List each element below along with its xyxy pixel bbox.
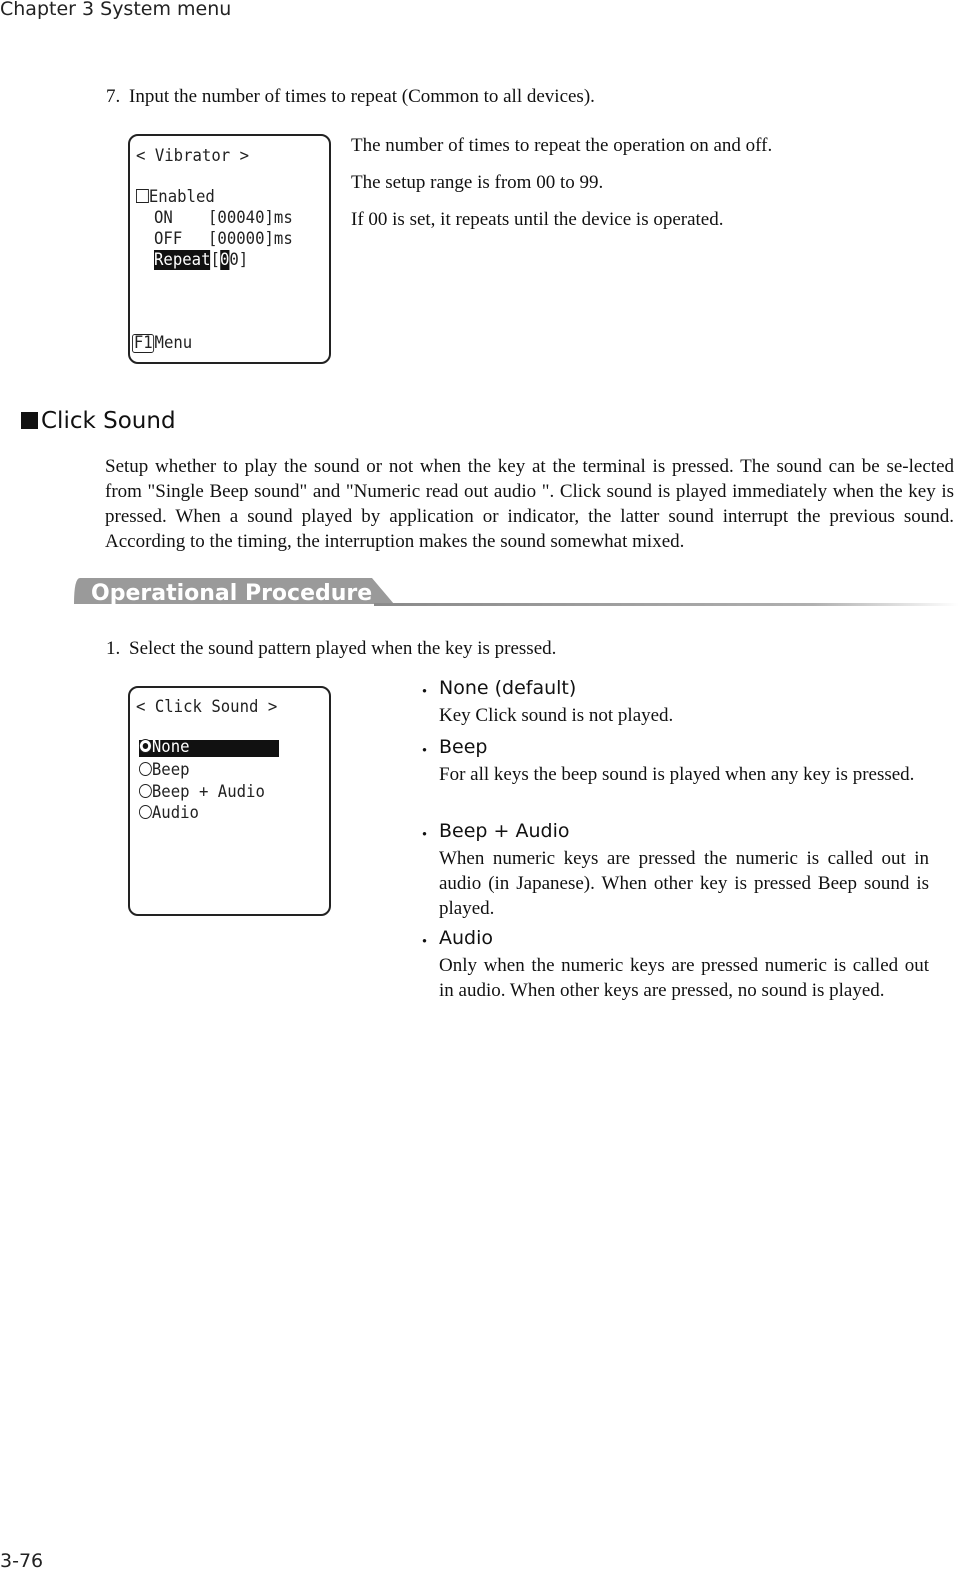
enabled-row[interactable] [136,187,215,208]
radio-icon[interactable] [139,784,152,798]
radio-icon[interactable] [139,762,152,776]
operational-procedure-banner [74,574,961,610]
bullet-icon: ・ [415,931,435,953]
section-heading-text: Click Sound [41,408,176,434]
option-desc-beep [415,736,929,787]
on-label: ON [154,208,173,228]
option-desc-text: For all keys the beep sound is played when any key is pressed. [439,764,915,785]
on-value[interactable]: [00040]ms [208,208,293,228]
radio-icon[interactable] [139,805,152,819]
option-label: Beep + Audio [151,782,265,802]
option-label: None [151,737,190,757]
repeat-label: Repeat [154,250,211,270]
option-desc-none [415,677,929,728]
option-desc-title: Beep [439,736,488,758]
option-none[interactable] [139,737,190,758]
step-1 [106,638,556,660]
option-desc-title: Beep + Audio [439,820,570,842]
repeat-open-bracket: [ [210,250,220,270]
vibrator-screen [128,134,331,364]
step-7-desc-1: The number of times to repeat the operation on and off. [351,135,773,156]
section-square-icon [21,412,38,429]
enabled-label: Enabled [148,187,215,207]
repeat-row[interactable] [154,250,248,271]
step-7-desc-2: The setup range is from 00 to 99. [351,172,604,193]
banner-underline [374,603,959,606]
option-beep[interactable] [139,760,190,781]
on-row[interactable] [154,208,173,229]
option-desc-title: Audio [439,927,494,949]
option-desc-text: When numeric keys are pressed the numeric is called out in audio (in Japanese). When other key is pressed Beep sound is played. [439,848,929,919]
step-text: Input the number of times to repeat (Common to all devices). [129,86,595,107]
radio-selected-icon[interactable] [139,739,152,753]
step-number: 1. [106,638,121,659]
chapter-header: Chapter 3 System menu [0,0,232,20]
step-text: Select the sound pattern played when the key is pressed. [129,638,557,659]
repeat-rest: 0] [229,250,249,270]
bullet-icon: ・ [415,740,435,762]
step-number: 7. [106,86,121,107]
option-label: Audio [151,803,199,823]
option-desc-title: None (default) [439,677,577,699]
repeat-cursor[interactable]: 0 [219,250,230,270]
click-sound-paragraph: Setup whether to play the sound or not when the key at the terminal is pressed. The sound can be se-lected from "Single Beep sound" and "Numeric read out audio ". Click sound is played immediately when the key is pressed. When a sound played by application or indicator, the latter sound interrupt the previous sound. According to the timing, the interruption makes the sound somewhat mixed. [105,456,954,552]
option-desc-beep-audio [415,820,929,921]
off-label: OFF [154,229,183,249]
option-beep-audio[interactable] [139,782,265,803]
off-row[interactable] [154,229,182,250]
click-sound-screen [128,686,331,916]
step-7 [106,86,595,108]
option-label: Beep [151,760,190,780]
banner-title: Operational Procedure [91,581,373,606]
option-desc-audio [415,927,929,1003]
option-desc-text: Key Click sound is not played. [439,705,674,726]
click-sound-screen-title: < Click Sound > [136,697,278,717]
section-heading [21,408,176,434]
option-desc-text: Only when the numeric keys are pressed numeric is called out in audio. When other keys are pressed, no sound is played. [439,955,929,1001]
f1-key-icon: F1 [133,333,153,353]
step-7-desc-3: If 00 is set, it repeats until the device is operated. [351,209,724,230]
f1-menu[interactable] [132,333,192,354]
vibrator-screen-title: < Vibrator > [136,146,250,166]
bullet-icon: ・ [415,681,435,703]
enabled-checkbox[interactable] [136,189,149,203]
page-number: 3-76 [0,1550,44,1572]
bullet-icon: ・ [415,824,435,846]
off-value[interactable]: [00000]ms [208,229,293,249]
option-audio[interactable] [139,803,199,824]
menu-label: Menu [154,333,193,353]
